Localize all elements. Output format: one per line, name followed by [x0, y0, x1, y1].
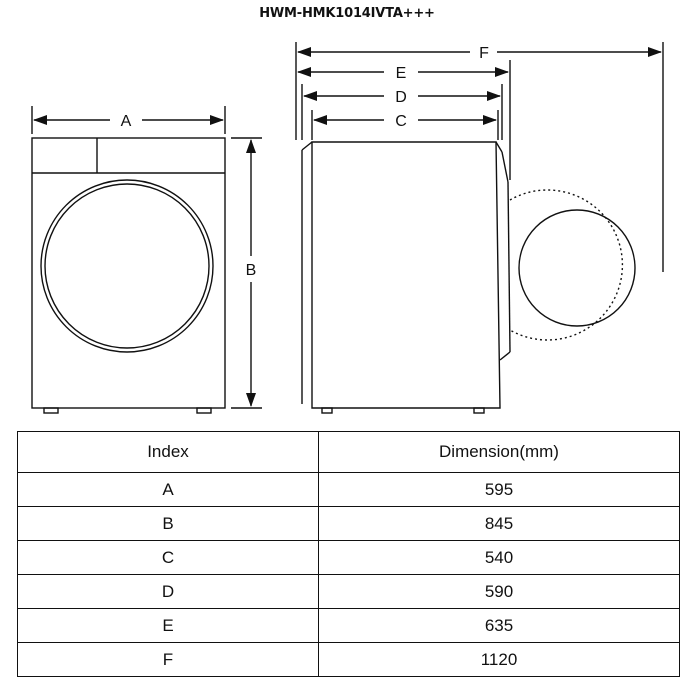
row-dimension: 595	[319, 473, 680, 507]
row-dimension: 635	[319, 609, 680, 643]
side-foot-left	[322, 408, 332, 413]
door-hinge-top	[496, 142, 502, 152]
dim-a-label: A	[120, 113, 132, 130]
dim-f-label: F	[479, 45, 489, 62]
row-dimension: 590	[319, 575, 680, 609]
dimension-table	[17, 431, 680, 677]
front-view	[32, 106, 262, 413]
dim-c-label: C	[395, 113, 407, 130]
door-side-face	[508, 182, 510, 352]
row-dimension: 845	[319, 507, 680, 541]
door-outer-ring	[41, 180, 213, 352]
open-door-glass	[519, 210, 635, 326]
row-index: A	[18, 473, 319, 507]
table-row	[18, 643, 680, 677]
table-row	[18, 541, 680, 575]
table-row	[18, 473, 680, 507]
dim-d-label: D	[395, 89, 407, 106]
model-title: HWM-HMK1014IVTA+++	[259, 6, 435, 21]
row-dimension: 1120	[319, 643, 680, 677]
row-index: E	[18, 609, 319, 643]
header-dimension: Dimension(mm)	[319, 432, 680, 473]
row-index: B	[18, 507, 319, 541]
table-header-row	[18, 432, 680, 473]
open-door-outline	[510, 190, 622, 340]
side-foot-right	[474, 408, 484, 413]
front-foot-left	[44, 408, 58, 413]
row-index: D	[18, 575, 319, 609]
door-side-top	[502, 152, 508, 182]
header-index: Index	[18, 432, 319, 473]
side-top-corner	[302, 142, 312, 150]
dim-b-label: B	[245, 262, 257, 279]
table-row	[18, 507, 680, 541]
door-side-bottom	[500, 352, 510, 360]
side-view	[296, 42, 663, 413]
table-row	[18, 575, 680, 609]
table-row	[18, 609, 680, 643]
row-index: F	[18, 643, 319, 677]
door-inner-ring	[45, 184, 209, 348]
front-body-outline	[32, 138, 225, 408]
dim-e-label: E	[395, 65, 407, 82]
row-dimension: 540	[319, 541, 680, 575]
row-index: C	[18, 541, 319, 575]
side-body-outline	[312, 142, 500, 408]
front-foot-right	[197, 408, 211, 413]
